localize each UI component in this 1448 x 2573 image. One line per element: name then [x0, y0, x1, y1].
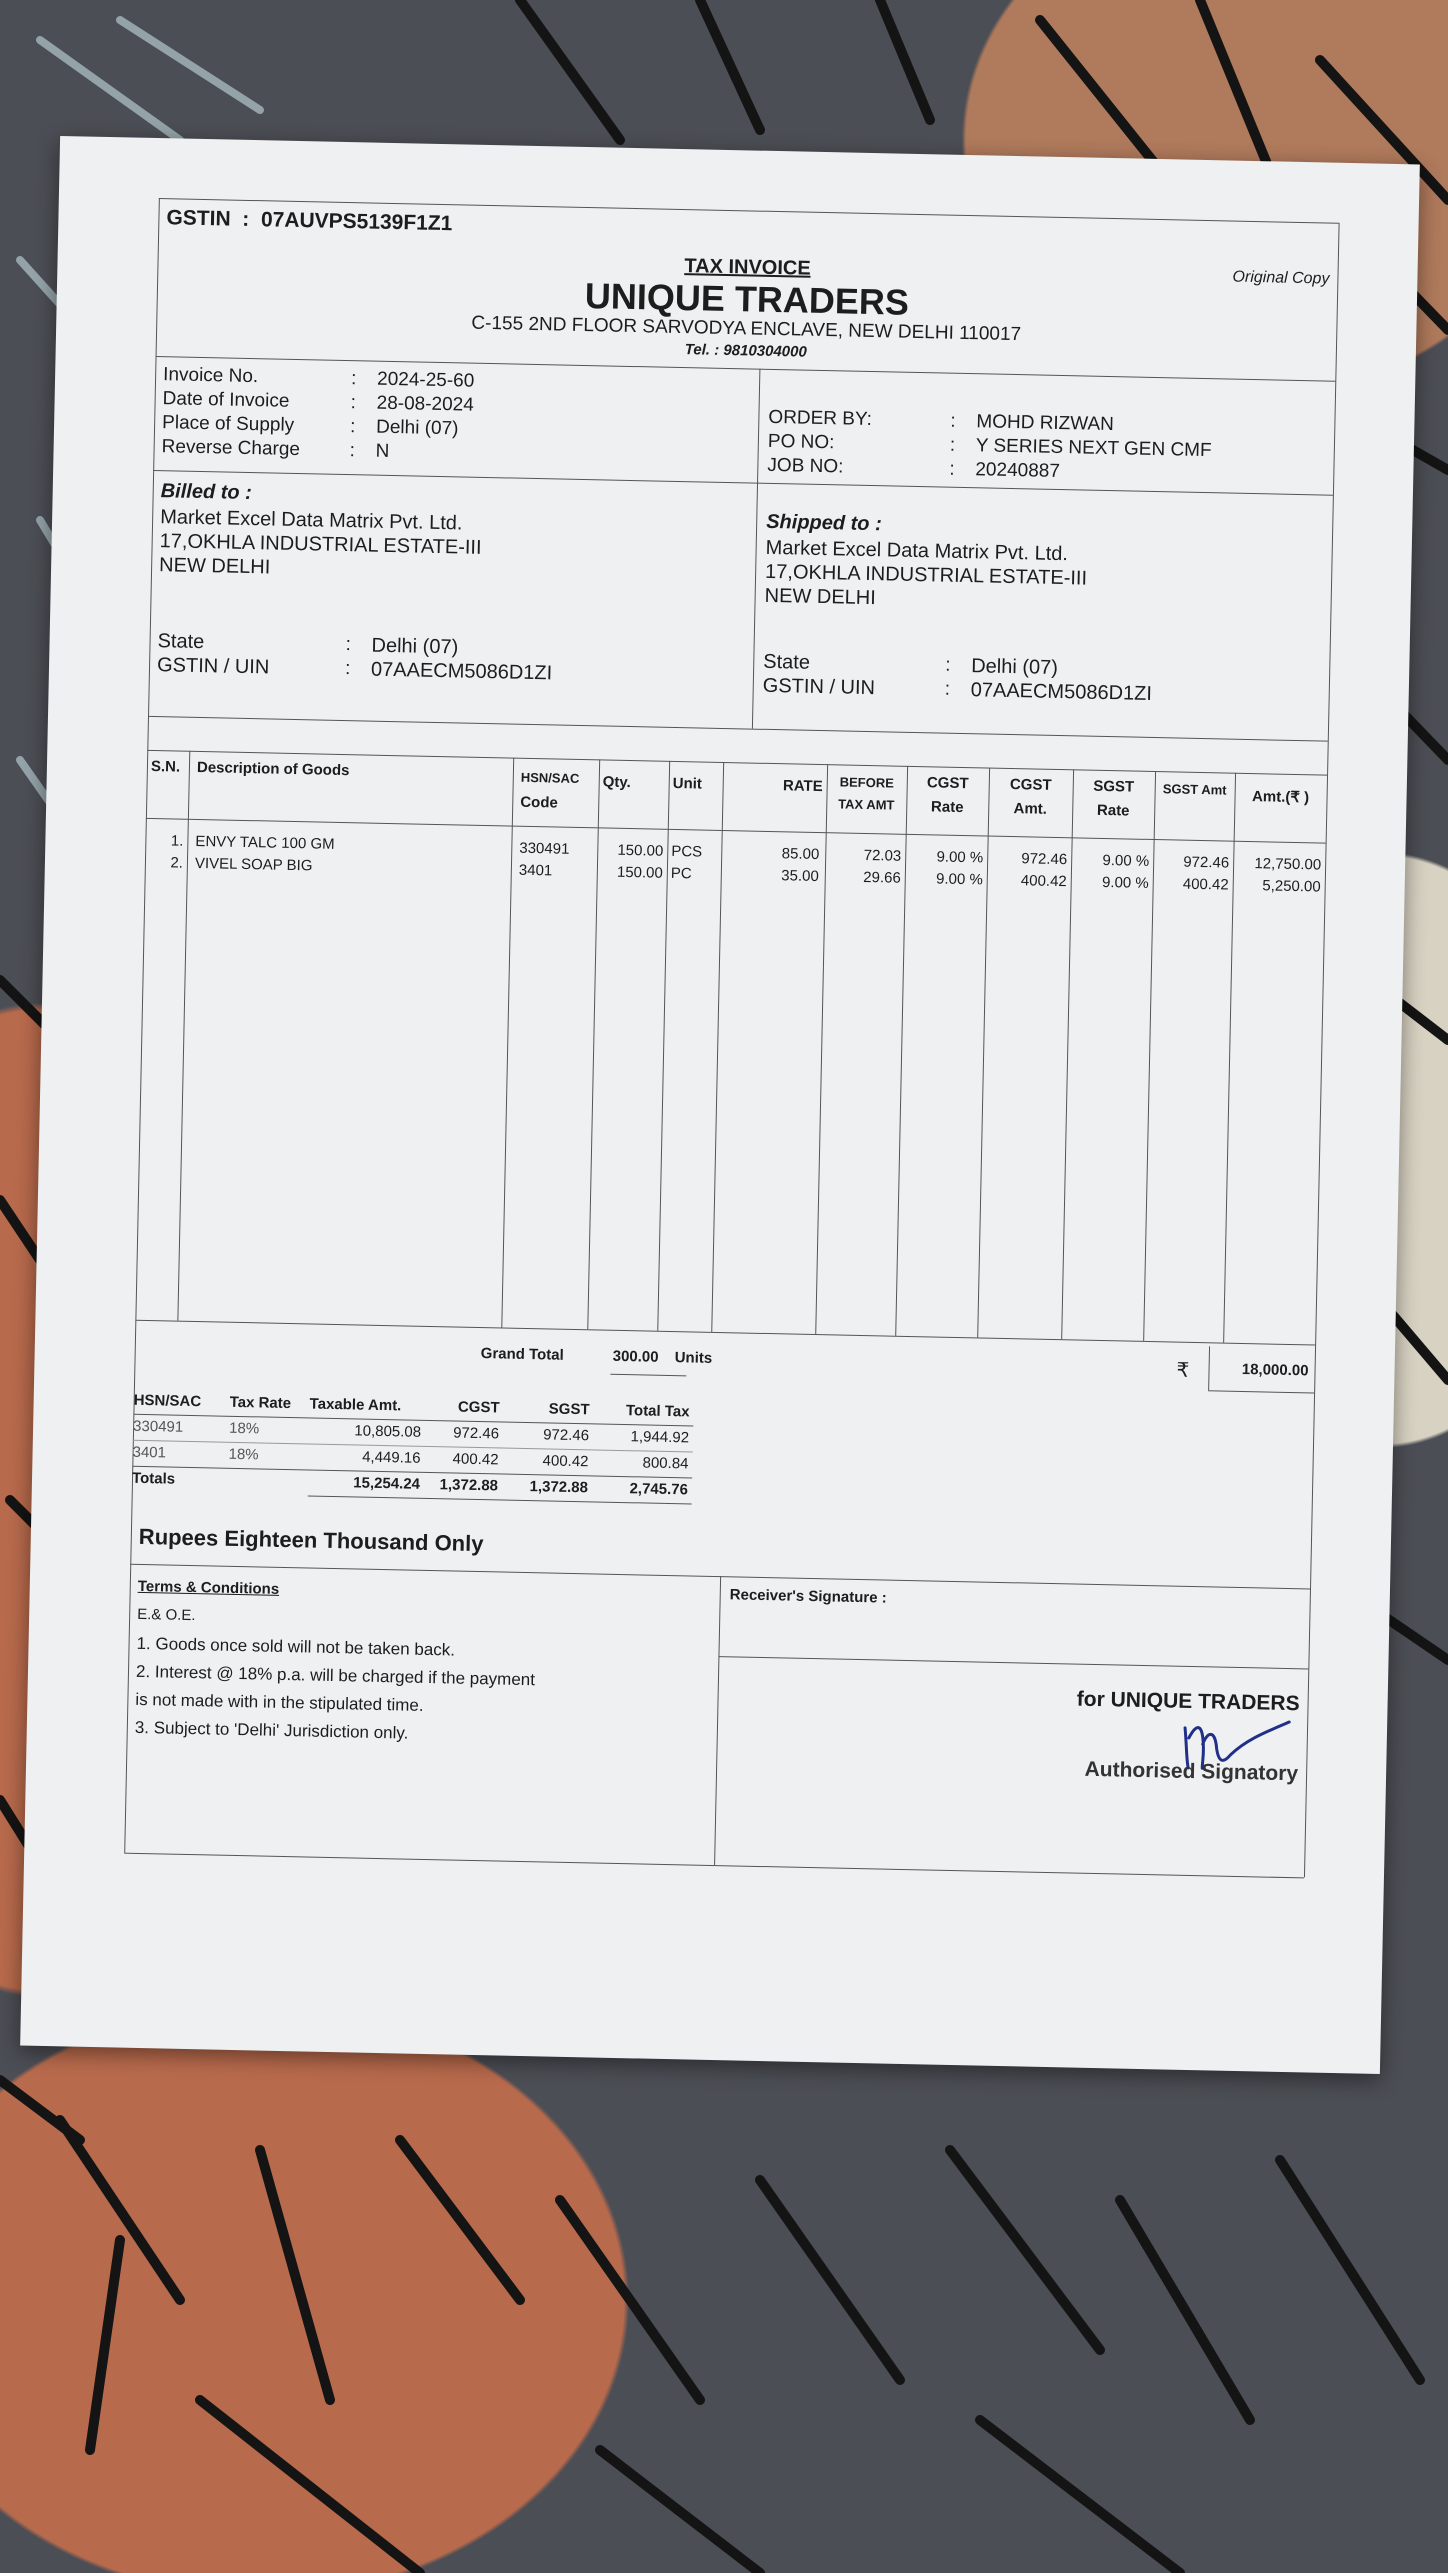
invoice-no-label: Invoice No. [162, 364, 259, 388]
terms-title: Terms & Conditions [137, 1577, 280, 1598]
col-rate: RATE [782, 777, 823, 796]
order-by: MOHD RIZWAN [976, 411, 1115, 436]
table-row: 330491 18% 10,805.08 972.46 972.46 1,944.92 [132, 1417, 690, 1447]
shipped-to-gstin: 07AAECM5086D1ZI [970, 679, 1153, 705]
col-sgst-rate: SGST [1093, 777, 1135, 796]
shipped-to-address1: 17,OKHLA INDUSTRIAL ESTATE-III [764, 560, 1088, 590]
table-row: 3401 18% 4,449.16 400.42 400.42 800.84 [132, 1443, 689, 1473]
col-unit: Unit [672, 774, 703, 793]
col-cgst-rate: CGST [926, 774, 969, 793]
col-cgst-rate-2: Rate [930, 798, 964, 817]
shipped-to-block: Shipped to : Market Excel Data Matrix Pvt. Ltd. 17,OKHLA INDUSTRIAL ESTATE-III NEW DELHI State : Delhi (07) GSTIN / UIN : 07AAECM5086D1ZI [762, 510, 1153, 705]
invoice [124, 198, 1339, 1882]
job-no-label: JOB NO: [767, 454, 844, 478]
terms-line: is not made with in the stipulated time. [135, 1689, 424, 1715]
copy-label: Original Copy [1232, 268, 1330, 288]
po-no-label: PO NO: [767, 430, 835, 454]
grand-total-qty: 300.00 [612, 1347, 659, 1366]
col-cgst-amt-2: Amt. [1013, 800, 1048, 818]
col-hsn-code: Code [520, 793, 558, 812]
reverse-charge: N [375, 440, 390, 462]
invoice-date: 28-08-2024 [376, 392, 475, 416]
billed-to-title: Billed to : [160, 480, 253, 505]
seller-gstin: 07AUVPS5139F1Z1 [260, 208, 453, 236]
amount-words-label: Rupees [138, 1523, 219, 1551]
reverse-charge-label: Reverse Charge [161, 436, 301, 461]
billed-to-state: Delhi (07) [371, 634, 459, 659]
doc-type: TAX INVOICE [684, 255, 811, 280]
terms-line: 3. Subject to 'Delhi' Jurisdiction only. [134, 1717, 409, 1743]
shipped-to-gstin-label: GSTIN / UIN [762, 674, 876, 700]
billed-to-gstin: 07AAECM5086D1ZI [370, 658, 553, 685]
col-amount: Amt.(₹ ) [1251, 788, 1310, 807]
billed-to-state-label: State [157, 630, 205, 654]
billed-to-block: Billed to : Market Excel Data Matrix Pvt. Ltd. 17,OKHLA INDUSTRIAL ESTATE-III NEW DELHI State : Delhi (07) GSTIN / UIN : 07AAECM5086D1ZI [156, 480, 553, 685]
invoice-no: 2024-25-60 [376, 368, 475, 392]
tax-summary-table: HSN/SAC Tax Rate Taxable Amt. CGST SGST Total Tax 330491 18% 10,805.08 972.46 972.46 1,944.92 3401 18% 4,449.16 400.42 400.42 800.84 Totals 15,254.24 1,372.88 1,372.88 2,745.76 [159, 198, 1339, 223]
company-address: C-155 2ND FLOOR SARVODYA ENCLAVE, NEW DELHI 110017 [471, 312, 1022, 346]
invoice-info-right: ORDER BY: : MOHD RIZWAN PO NO: : Y SERIES NEXT GEN CMF JOB NO: : 20240887 [767, 406, 1212, 482]
authorised-signatory: Authorised Signatory [1084, 1757, 1299, 1786]
shipped-to-state: Delhi (07) [971, 655, 1059, 679]
col-sgst-rate-2: Rate [1096, 801, 1130, 820]
table-row: 1. ENVY TALC 100 GM 330491 150.00 PCS 85.00 72.03 9.00 % 972.46 9.00 % 972.46 12,750.00 [170, 832, 1322, 874]
shipped-to-title: Shipped to : [765, 510, 882, 536]
tax-totals-row: Totals 15,254.24 1,372.88 1,372.88 2,745.76 [131, 1469, 689, 1499]
col-description: Description of Goods [196, 758, 350, 780]
col-before-tax-2: TAX AMT [838, 796, 895, 813]
job-no: 20240887 [975, 459, 1061, 482]
shipped-to-state-label: State [763, 650, 811, 674]
shipped-to-address2: NEW DELHI [764, 584, 877, 610]
gstin-label: GSTIN [166, 206, 231, 231]
terms-line: E.& O.E. [137, 1605, 196, 1625]
col-cgst-amt: CGST [1009, 776, 1052, 794]
shipped-to-name: Market Excel Data Matrix Pvt. Ltd. [765, 536, 1069, 566]
order-by-label: ORDER BY: [768, 406, 873, 431]
amount-in-words [139, 1524, 484, 1557]
for-company: for UNIQUE TRADERS [1076, 1687, 1300, 1716]
col-hsn: HSN/SAC [520, 769, 580, 786]
grand-total-unit: Units [674, 1349, 713, 1367]
grand-total-amount: 18,000.00 [1241, 1360, 1309, 1380]
terms-line: 2. Interest @ 18% p.a. will be charged if the payment [135, 1661, 536, 1690]
grand-total-label: Grand Total [480, 1345, 564, 1364]
col-qty: Qty. [602, 773, 631, 792]
terms-line: 1. Goods once sold will not be taken back. [136, 1633, 456, 1660]
company-name: UNIQUE TRADERS [584, 274, 910, 323]
invoice-info-left: Invoice No. : 2024-25-60 Date of Invoice : 28-08-2024 Place of Supply : Delhi (07) Reverse Charge : N [161, 364, 475, 462]
place-of-supply: Delhi (07) [375, 416, 459, 440]
col-before-tax: BEFORE [839, 774, 895, 791]
billed-to-address1: 17,OKHLA INDUSTRIAL ESTATE-III [159, 530, 482, 559]
billed-to-gstin-label: GSTIN / UIN [156, 654, 270, 679]
po-no: Y SERIES NEXT GEN CMF [975, 435, 1212, 462]
col-sgst-amt: SGST Amt [1162, 781, 1227, 798]
invoice-paper [20, 136, 1420, 2074]
place-of-supply-label: Place of Supply [161, 412, 295, 436]
amount-words: Eighteen Thousand Only [224, 1525, 484, 1557]
billed-to-address2: NEW DELHI [158, 554, 271, 579]
table-row: 2. VIVEL SOAP BIG 3401 150.00 PC 35.00 29.66 9.00 % 400.42 9.00 % 400.42 5,250.00 [170, 854, 1321, 896]
gstin-row: GSTIN : 07AUVPS5139F1Z1 [166, 206, 453, 236]
receiver-signature-label: Receiver's Signature : [729, 1586, 887, 1607]
billed-to-name: Market Excel Data Matrix Pvt. Ltd. [159, 506, 463, 535]
col-sn: S.N. [150, 758, 181, 776]
rupee-icon: ₹ [1176, 1359, 1190, 1382]
company-tel: Tel. : 9810304000 [684, 341, 807, 361]
invoice-date-label: Date of Invoice [162, 388, 290, 412]
